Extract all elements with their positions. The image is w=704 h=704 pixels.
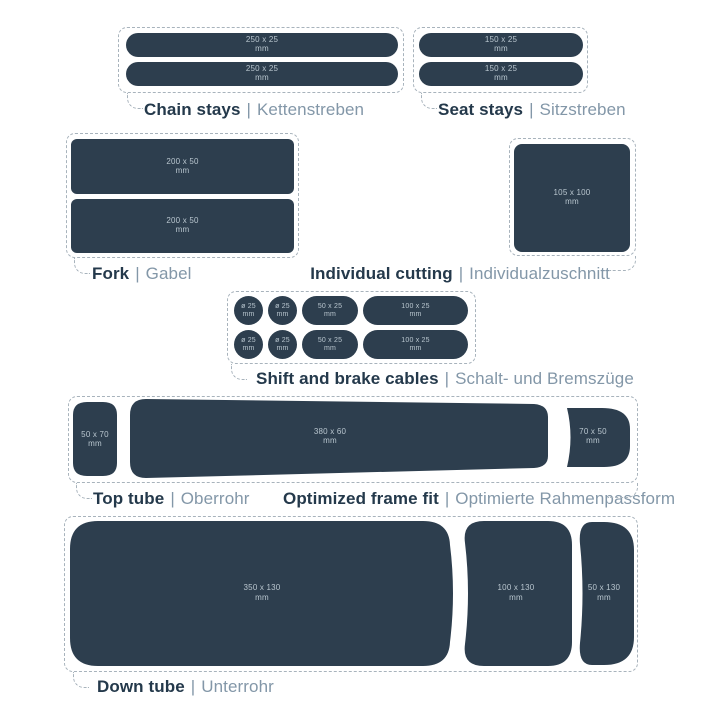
patch-unit: mm [409,310,422,318]
patch-unit: mm [255,593,269,602]
patch-dimension: 100 x 25 [401,337,430,345]
fork-patch-1 [71,139,294,194]
cable-strip-patch-2 [363,330,468,359]
patch-dimension: 250 x 25 [245,64,279,74]
label-de: Oberrohr [180,489,250,508]
connector-curl [127,93,143,109]
connector-curl [608,483,638,498]
cable-oval-patch-1 [302,296,358,325]
down-tube-shapes [64,516,638,672]
label-de: Schalt- und Bremszüge [455,369,634,388]
chain-stay-patch-2 [126,62,398,86]
patch-unit: mm [175,165,190,175]
patch-dimension: 250 x 25 [245,35,279,45]
cable-dot-patch-1 [234,296,263,325]
connector-curl [76,483,92,499]
patch-dimension: 150 x 25 [484,64,518,74]
label-en: Chain stays [144,100,241,119]
label-de: Sitzstreben [539,100,626,119]
patch-unit: mm [242,310,255,318]
patch-unit: mm [586,436,600,445]
label-de: Gabel [145,264,192,283]
label-separator: | [135,264,140,283]
patch-unit: mm [276,344,289,352]
label-de: Optimierte Rahmenpassform [455,489,676,508]
label-separator: | [529,100,534,119]
seat-stay-patch-1 [419,33,583,57]
label-separator: | [246,100,251,119]
cable-dot-patch-3 [234,330,263,359]
patch-dimension: 350 x 130 [243,583,281,592]
patch-dimension: 70 x 50 [579,427,607,436]
chain-stays-label [144,100,364,119]
label-en: Shift and brake cables [256,369,439,388]
label-en: Fork [92,264,130,283]
top-tube-label [93,489,250,508]
down-tube-label [97,677,274,696]
label-en: Optimized frame fit [283,489,439,508]
patch-unit: mm [597,593,611,602]
patch-unit: mm [323,344,337,352]
label-separator: | [170,489,175,508]
patch-dimension: ø 25 [275,303,290,311]
top-tube-main-patch [130,399,548,478]
patch-dimension: 100 x 25 [401,303,430,311]
patch-unit: mm [323,436,337,445]
cables-label [256,369,634,388]
patch-unit: mm [565,197,579,206]
connector-curl [421,93,437,109]
seat-stay-patch-2 [419,62,583,86]
patch-unit: mm [323,310,337,318]
cable-dot-patch-2 [268,296,297,325]
label-separator: | [458,264,464,283]
patch-unit: mm [494,44,508,53]
label-en: Individual cutting [310,264,453,283]
patch-unit: mm [509,593,523,602]
label-separator: | [444,369,450,388]
patch-dimension: 380 x 60 [313,427,347,436]
patch-dimension: 150 x 25 [484,35,518,45]
patch-dimension: ø 25 [275,337,290,345]
label-en: Down tube [97,677,185,696]
patch-unit: mm [409,344,422,352]
patch-dimension: 50 x 25 [317,337,343,345]
top-tube-shapes [68,396,638,483]
patch-dimension: 50 x 130 [587,583,621,592]
connector-curl [231,364,247,380]
individual-cutting-label [310,264,610,283]
patch-unit: mm [88,439,102,448]
patch-unit: mm [494,73,508,82]
cable-oval-patch-2 [302,330,358,359]
patch-dimension: ø 25 [241,303,256,311]
individual-cutting-patch [514,144,630,252]
connector-curl [74,258,90,274]
label-separator: | [444,489,450,508]
label-en: Top tube [93,489,165,508]
cable-strip-patch-1 [363,296,468,325]
patch-unit: mm [255,73,269,82]
patch-dimension: 50 x 70 [81,430,109,439]
patch-dimension: 50 x 25 [317,303,343,311]
patch-dimension: 200 x 50 [166,216,199,226]
label-separator: | [190,677,196,696]
patch-dimension: 100 x 130 [497,583,535,592]
label-de: Kettenstreben [256,100,365,119]
patch-dimension: 105 x 100 [553,188,591,198]
patch-dimension: 200 x 50 [166,156,199,166]
connector-curl [610,256,636,271]
seat-stays-label [438,100,626,119]
patch-unit: mm [255,44,269,53]
fork-label [92,264,192,283]
patch-dimension: ø 25 [241,337,256,345]
patch-unit: mm [242,344,255,352]
label-de: Unterrohr [201,677,274,696]
cable-dot-patch-4 [268,330,297,359]
fork-patch-2 [71,199,294,253]
patch-unit: mm [276,310,289,318]
label-en: Seat stays [438,100,524,119]
connector-curl [73,672,89,688]
chain-stay-patch-1 [126,33,398,57]
patch-unit: mm [175,225,190,234]
label-de: Individualzuschnitt [469,264,610,283]
